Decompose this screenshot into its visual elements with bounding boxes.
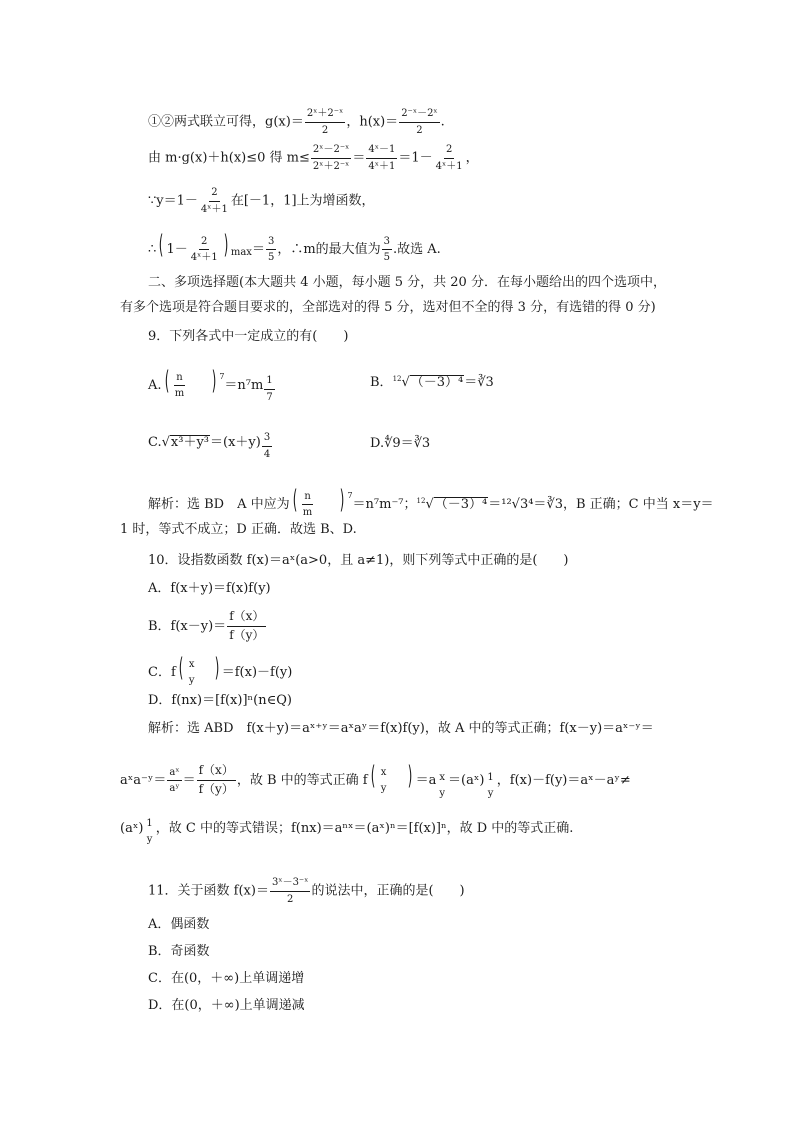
q9-option-a: A. ( $\frac{n}{m}$ ) $^7$＝n⁷m $\frac{1}{7}$ (148, 366, 273, 403)
derivation-line-4: ∴ ( 1－ $\frac{2}{\text{4ˣ＋1}}$ ) $_{max}$＝ $\frac{3}{5}$ ，∴m的最大值为 $\frac{3}{5}$ .故选 A. (148, 230, 441, 263)
text: ①②两式联立可得， (148, 114, 266, 130)
fraction: $\frac{\text{2ˣ＋2⁻ˣ}}{2}$ (306, 108, 344, 136)
q11-option-d: D．在(0，＋∞)上单调递减 (148, 998, 305, 1013)
q9-option-b: B．$^{12}$√（－3）⁴＝∛3 (370, 375, 494, 390)
q10-option-a: A．f(x＋y)＝f(x)f(y) (148, 581, 271, 596)
fraction: $\frac{\text{2⁻ˣ－2ˣ}}{2}$ (401, 108, 438, 136)
section-header-line-1: 二、多项选择题(本大题共 4 小题，每小题 5 分，共 20 分．在每小题给出的四个选项中， (148, 275, 666, 290)
question-11-stem: 11．关于函数 f(x)＝ $\frac{\text{3ˣ－3⁻ˣ}}{2}$ 的说法中，正确的是( ) (148, 877, 465, 905)
q10-option-b: B．f(x－y)＝ $\frac{f(x)}{f(y)}$ (148, 609, 265, 642)
q10-solution-line-1: 解析：选 ABD f(x＋y)＝aˣ⁺ʸ＝aˣaʸ＝f(x)f(y)，故 A 中的等式正确；f(x－y)＝aˣ⁻ʸ＝ (148, 721, 654, 736)
q9-option-c: C.√x³＋y³＝(x＋y) $\frac{3}{4}$ (148, 432, 271, 460)
derivation-line-1: ①②两式联立可得，g(x)＝ $\frac{\text{2ˣ＋2⁻ˣ}}{2}$ ，h(x)＝ $\frac{\text{2⁻ˣ－2ˣ}}{2}$ . (148, 108, 445, 136)
question-10-stem: 10．设指数函数 f(x)＝aˣ(a>0，且 a≠1)，则下列等式中正确的是( ) (148, 553, 569, 568)
q11-option-c: C．在(0，＋∞)上单调递增 (148, 971, 305, 986)
q10-solution-line-2: aˣa⁻ʸ＝ $\frac{\text{aˣ}}{\text{aʸ}}$ ＝ $\frac{f(x)}{f(y)}$ ，故 B 中的等式正确 f ( x y ) ＝a x y ＝(aˣ) 1 y ，f(x)－f(y)＝aˣ－aʸ≠ (120, 761, 631, 799)
q9-solution-line-1: 解析：选 BD A 中应为 ( $\frac{n}{m}$ ) $^7$＝n⁷m⁻⁷；$^{12}$√（－3）⁴＝¹²√3⁴＝∛3，B 正确；C 中当 x＝y＝ (148, 485, 714, 518)
q11-option-a: A．偶函数 (148, 917, 210, 932)
q9-option-d: D.∜9＝∛3 (370, 436, 431, 451)
q10-option-c: C．f ( x y ) ＝f(x)－f(y) (148, 653, 293, 686)
text: g(x)＝ (265, 114, 304, 130)
q10-option-d: D．f(nx)＝[f(x)]ⁿ(n∈Q) (148, 693, 292, 708)
derivation-line-2: 由 m·g(x)＋h(x)≤0 得 m≤ $\frac{\text{2ˣ－2⁻ˣ}}{\text{2ˣ＋2⁻ˣ}}$ ＝ $\frac{\text{4ˣ－1}}{\text{4ˣ＋1}}$ ＝1－ $\frac{2}{\text{4ˣ＋1}}$ ， (148, 144, 479, 172)
section-header-line-2: 有多个选项是符合题目要求的，全部选对的得 5 分，选对但不全的得 3 分，有选错的得 0 分) (120, 300, 656, 315)
q11-option-b: B．奇函数 (148, 944, 210, 959)
question-9-stem: 9．下列各式中一定成立的有( ) (148, 329, 349, 344)
q9-solution-line-2: 1 时，等式不成立；D 正确．故选 B、D. (120, 522, 357, 537)
derivation-line-3: ∵y＝1－ $\frac{2}{\text{4ˣ＋1}}$ 在[－1，1]上为增函数， (148, 187, 375, 215)
q10-solution-line-3: (aˣ) 1 y ，故 C 中的等式错误；f(nx)＝aⁿˣ＝(aˣ)ⁿ＝[f(x)]ⁿ，故 D 中的等式正确. (120, 818, 574, 845)
